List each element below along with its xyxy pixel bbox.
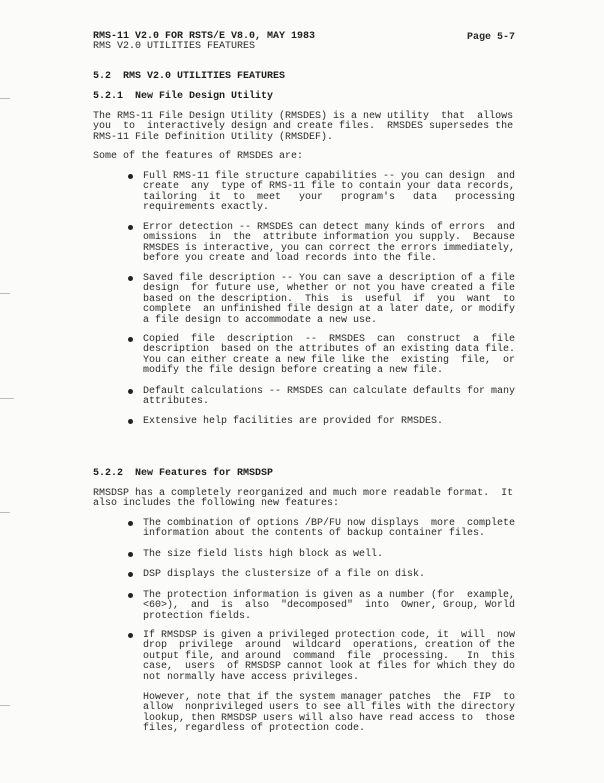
bullet-icon	[128, 572, 133, 577]
text-line: Extensive help facilities are provided for RMSDES.	[143, 416, 444, 427]
text-line: description based on the attributes of an existing data file.	[143, 344, 516, 356]
text-line: requirements exactly.	[143, 202, 270, 214]
text-line: Saved file description -- You can save a description of a file	[143, 273, 516, 284]
bullet-icon	[128, 552, 133, 557]
running-header-title: RMS-11 V2.0 FOR RSTS/E V8.0, MAY 1983	[93, 31, 316, 42]
bullet-item	[143, 417, 443, 427]
scan-margin-mark	[0, 98, 10, 99]
paragraph	[93, 489, 513, 510]
text-line: lookup, then RMSDSP users will also have read access to those	[143, 712, 516, 724]
scan-margin-mark	[0, 705, 10, 706]
paragraph	[93, 112, 513, 143]
bullet-item	[143, 631, 515, 683]
scan-margin-mark	[0, 512, 10, 513]
bullet-icon	[128, 389, 133, 394]
text-line: a file design to accommodate a new use.	[143, 314, 378, 326]
bullet-icon	[128, 521, 133, 526]
bullet-icon	[128, 276, 133, 281]
text-line: not normally have access privileges.	[143, 671, 360, 683]
text-line: If RMSDSP is given a privileged protection code, it will now	[143, 630, 516, 641]
text-line: case, users of RMSDSP cannot look at files for which they do	[143, 661, 516, 673]
bullet-item	[143, 335, 515, 377]
text-line: However, note that if the system manager patches the FIP to	[143, 692, 516, 703]
text-line: also includes the following new features:	[93, 498, 340, 510]
bullet-item	[143, 519, 515, 540]
bullet-item	[143, 591, 515, 622]
text-line: create any type of RMS-11 file to contain your data records,	[143, 181, 516, 193]
text-line: Error detection -- RMSDES can detect many kinds of errors and	[143, 222, 516, 233]
bullet-icon	[128, 174, 133, 179]
text-line: RMSDES is interactive, you can correct the errors immediately,	[143, 242, 516, 254]
text-line: complete an unfinished file design at a later date, or modify	[143, 304, 516, 316]
section-heading	[93, 72, 285, 82]
text-line: The protection information is given as a number (for example,	[143, 590, 516, 601]
text-line: based on the description. This is useful if you want to	[143, 293, 516, 305]
text-line: RMS-11 File Definition Utility (RMSDEF).	[93, 131, 334, 143]
section-heading	[93, 92, 273, 102]
paragraph	[143, 693, 515, 735]
text-line: drop privilege around wildcard operations, creation of the	[143, 640, 516, 652]
text-line: protection fields.	[143, 610, 252, 622]
scan-margin-mark	[0, 293, 10, 294]
text-line: Full RMS-11 file structure capabilities -- you can design and	[143, 171, 516, 182]
text-line: You can either create a new file like the existing file, or	[143, 354, 516, 366]
text-line: attributes.	[143, 396, 210, 408]
text-line: Copied file description -- RMSDES can construct a file	[143, 334, 516, 345]
text-line: omissions in the attribute information you supply. Because	[143, 232, 516, 244]
section-heading	[93, 469, 273, 479]
bullet-icon	[128, 337, 133, 342]
text-line: information about the contents of backup container files.	[143, 528, 486, 540]
text-line: <60>), and is also "decomposed" into Owner, Group, World	[143, 600, 516, 612]
text-line: The size field lists high block as well.	[143, 549, 384, 560]
text-line: before you create and load records into the file.	[143, 253, 438, 265]
bullet-item	[143, 550, 383, 560]
text-line: 5.2 RMS V2.0 UTILITIES FEATURES	[93, 71, 286, 82]
text-line: Some of the features of RMSDES are:	[93, 151, 304, 162]
bullet-item	[143, 223, 515, 265]
text-line: you to interactively design and create files. RMSDES supersedes the	[93, 121, 514, 133]
text-line: 5.2.1 New File Design Utility	[93, 91, 274, 102]
paragraph	[93, 152, 303, 162]
text-line: tailoring it to meet your program's data processing	[143, 191, 516, 203]
bullet-icon	[128, 225, 133, 230]
page-number: Page 5-7	[467, 32, 516, 43]
text-line: allow nonprivileged users to see all files with the directory	[143, 702, 516, 714]
text-line: 5.2.2 New Features for RMSDSP	[93, 468, 274, 479]
bullet-icon	[128, 419, 133, 424]
bullet-item	[143, 570, 425, 580]
bullet-item	[143, 172, 515, 214]
bullet-icon	[128, 593, 133, 598]
text-line: RMSDSP has a completely reorganized and much more readable format. It	[93, 488, 514, 499]
text-line: design for future use, whether or not you have created a file	[143, 283, 516, 295]
running-header-subtitle: RMS V2.0 UTILITIES FEATURES	[93, 41, 256, 52]
text-line: files, regardless of protection code.	[143, 723, 366, 735]
bullet-item	[143, 274, 515, 326]
text-line: Default calculations -- RMSDES can calculate defaults for many	[143, 386, 516, 397]
text-line: The combination of options /BP/FU now displays more complete	[143, 518, 516, 529]
text-line: modify the file design before creating a new file.	[143, 365, 444, 377]
text-line: The RMS-11 File Design Utility (RMSDES) is a new utility that allows	[93, 111, 514, 122]
bullet-icon	[128, 633, 133, 638]
scan-margin-mark	[0, 398, 14, 399]
text-line: output file, and around command file processing. In this	[143, 650, 516, 662]
text-line: DSP displays the clustersize of a file on disk.	[143, 569, 426, 580]
bullet-item	[143, 387, 515, 408]
